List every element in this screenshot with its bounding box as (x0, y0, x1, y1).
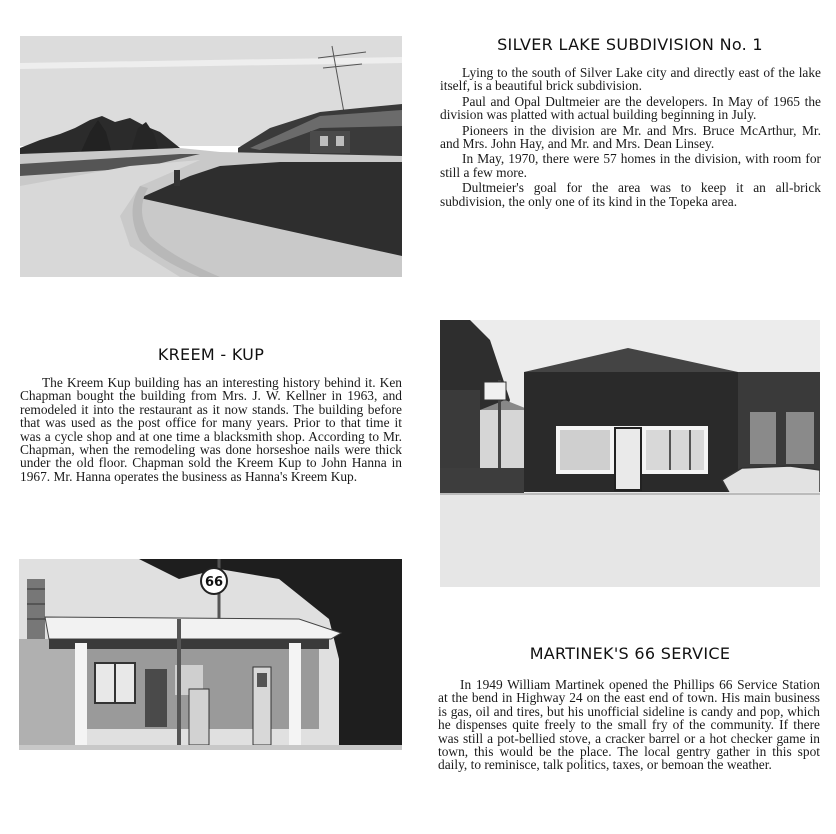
martinek-heading: MARTINEK'S 66 SERVICE (529, 644, 731, 663)
martinek-66-photo (19, 559, 402, 750)
kreem-kup-paragraph: The Kreem Kup building has an interesting history behind it. Ken Chapman bought the building from Mrs. J. W. Kellner in 1963, and remodeled it into the restaurant as it now stands. The building before that was used as the post office for many years. Prior to that time it was a cycle shop and at one time a blacksmith shop. According to Mr. Chapman, when the remodeling was done horseshoe nails were thick under the old floor. Chapman sold the Kreem Kup to John Hanna in 1967. Mr. Hanna operates the business as Hanna's Kreem Kup. (20, 375, 402, 484)
silver-lake-paragraph: Pioneers in the division are Mr. and Mrs. Bruce McArthur, Mr. and Mrs. John Hay, and Mr. and Mrs. Dean Linsey. (440, 122, 821, 152)
silver-lake-heading: SILVER LAKE SUBDIVISION No. 1 (497, 35, 763, 54)
silver-lake-photo (20, 36, 402, 277)
kreem-kup-heading: KREEM - KUP (157, 345, 265, 364)
martinek-paragraph: In 1949 William Martinek opened the Phillips 66 Service Station at the bend in Highway 24 on the east end of town. His main business is gas, oil and tires, but his unofficial sideline is candy and pop, which he dispenses quite freely to the small fry of the community. If there was still a pot-bellied stove, a cracker barrel or a hot checker game in town, this would be the place. The local gentry gather in this spot daily, to reminisce, talk politics, taxes, or bemoan the weather. (438, 677, 820, 773)
silver-lake-article (440, 66, 821, 210)
martinek-article (438, 678, 820, 773)
kreem-kup-photo (440, 320, 820, 587)
silver-lake-paragraph: Lying to the south of Silver Lake city and directly east of the lake itself, is a beautiful brick subdivision. (440, 65, 821, 94)
silver-lake-paragraph: Paul and Opal Dultmeier are the developers. In May of 1965 the division was platted with actual building beginning in July. (440, 93, 821, 123)
silver-lake-paragraph: In May, 1970, there were 57 homes in the division, with room for still a few more. (440, 151, 821, 180)
phillips-66-sign-text: 66 (204, 575, 224, 590)
silver-lake-paragraph: Dultmeier's goal for the area was to keep it an all-brick subdivision, the only one of its kind in the Topeka area. (440, 180, 821, 209)
kreem-kup-article (20, 376, 402, 484)
